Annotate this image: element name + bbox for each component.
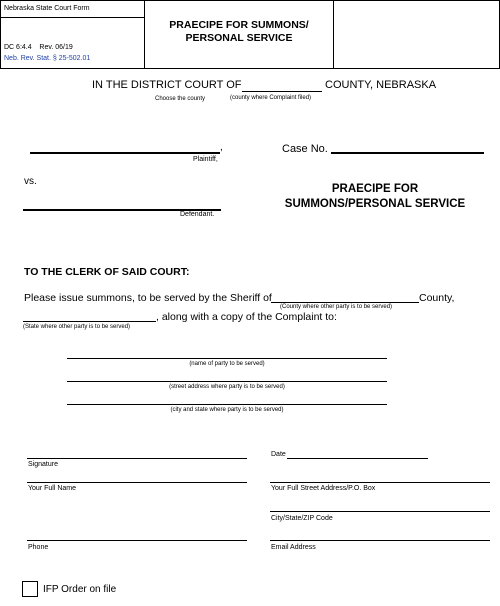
choose-county-hint[interactable]: Choose the county: [155, 96, 206, 102]
sheriff-county-hint: (County where other party is to be served): [280, 304, 393, 310]
ifp-checkbox[interactable]: [22, 581, 38, 597]
county-word: County,: [419, 292, 455, 304]
to-clerk-heading: TO THE CLERK OF SAID COURT:: [24, 266, 190, 278]
plaintiff-name-field[interactable]: [30, 152, 220, 154]
party-name-hint: (name of party to be served): [189, 361, 265, 367]
doc-title: [270, 182, 480, 212]
phone-label: Phone: [28, 544, 49, 551]
court-suffix: COUNTY, NEBRASKA: [325, 79, 437, 91]
statute-link[interactable]: Neb. Rev. Stat. § 25-502.01: [4, 55, 91, 62]
form-title-line1: PRAECIPE FOR SUMMONS/: [169, 19, 309, 31]
form-revision: Rev. 06/19: [39, 44, 73, 51]
street-address-field[interactable]: [270, 482, 490, 483]
phone-field[interactable]: [27, 540, 247, 541]
ifp-label: IFP Order on file: [43, 584, 117, 595]
header-left-subdivider: [0, 17, 145, 18]
state-field[interactable]: [23, 321, 156, 322]
form-source: Nebraska State Court Form: [4, 5, 90, 12]
sheriff-county-field[interactable]: [271, 302, 419, 303]
statute-reference: [4, 55, 90, 62]
party-address-field[interactable]: [67, 381, 387, 382]
street-address-label: Your Full Street Address/P.O. Box: [271, 485, 376, 492]
city-state-zip-label: City/State/ZIP Code: [271, 515, 333, 522]
signature-label: Signature: [28, 461, 58, 468]
case-no-label: Case No.: [282, 143, 328, 155]
court-prefix: IN THE DISTRICT COURT OF: [92, 79, 242, 91]
header-divider-right: [333, 0, 334, 68]
email-label: Email Address: [271, 544, 316, 551]
email-field[interactable]: [270, 540, 490, 541]
form-number-code: DC 6:4.4: [4, 44, 32, 51]
form-number: [4, 44, 73, 51]
complaint-text: , along with a copy of the Complaint to:: [156, 311, 337, 323]
vs-label: vs.: [24, 176, 37, 187]
full-name-field[interactable]: [27, 482, 247, 483]
signature-field[interactable]: [27, 458, 247, 459]
date-field[interactable]: [287, 458, 428, 459]
party-address-hint: (street address where party is to be served): [169, 384, 285, 390]
case-no-field[interactable]: [331, 152, 484, 154]
party-city-hint: (city and state where party is to be served): [170, 407, 284, 413]
court-county-input[interactable]: [242, 91, 322, 92]
plaintiff-comma: ,: [220, 142, 223, 153]
defendant-label: Defendant.: [180, 211, 215, 218]
state-hint: (State where other party is to be served): [23, 324, 131, 330]
doc-title-line1: PRAECIPE FOR: [331, 183, 419, 195]
city-state-zip-field[interactable]: [270, 511, 490, 512]
full-name-label: Your Full Name: [28, 485, 76, 492]
date-label: Date: [271, 451, 286, 458]
party-name-field[interactable]: [67, 358, 387, 359]
party-city-field[interactable]: [67, 404, 387, 405]
form-title: [145, 19, 333, 45]
plaintiff-label: Plaintiff,: [193, 156, 218, 163]
county-complaint-hint: (county where Complaint filed): [230, 95, 312, 101]
issue-text: Please issue summons, to be served by the Sheriff of: [24, 292, 272, 304]
form-title-line2: PERSONAL SERVICE: [185, 32, 293, 44]
doc-title-line2: SUMMONS/PERSONAL SERVICE: [284, 198, 466, 210]
